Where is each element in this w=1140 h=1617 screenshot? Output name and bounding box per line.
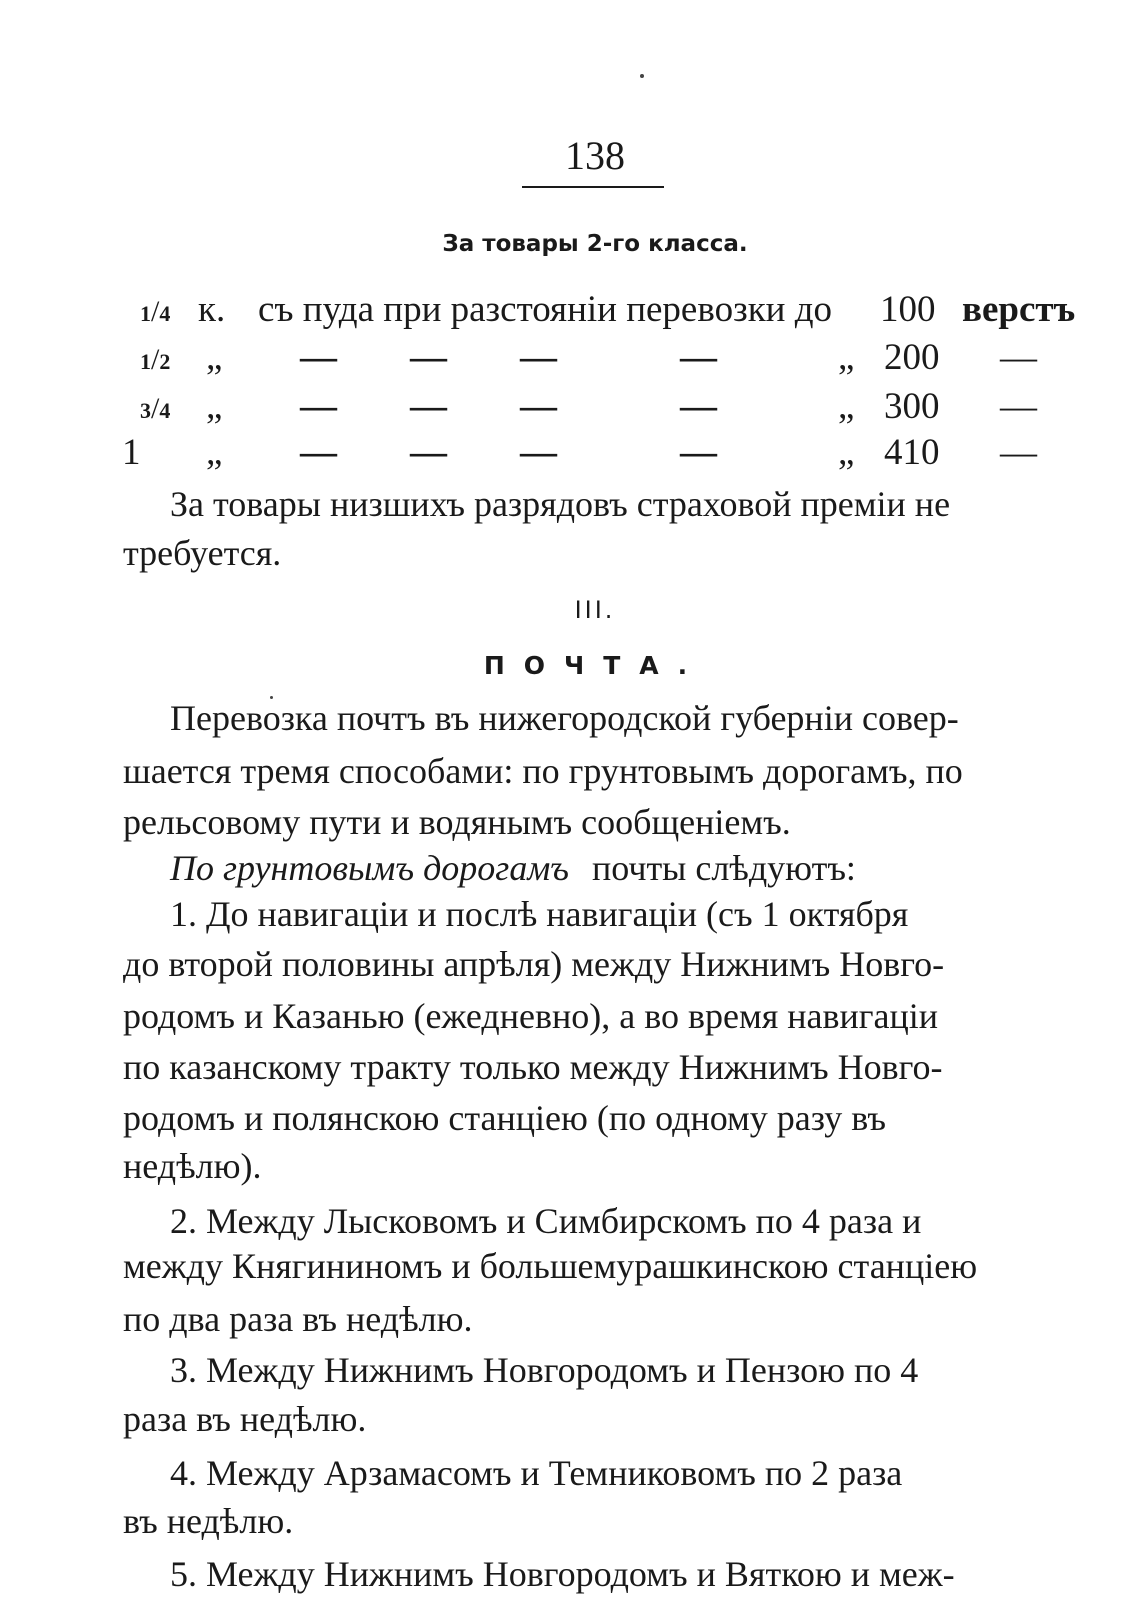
roads-lead-italic: По грунтовымъ дорогамъ (170, 848, 569, 888)
ditto-dash: — (680, 337, 717, 378)
tariff-row (0, 385, 1140, 433)
tariff-unit-end: — (1000, 386, 1037, 427)
fraction-slash: / (151, 392, 160, 425)
route-item-2-line: по два раза въ недѣлю. (123, 1299, 473, 1339)
ditto-quote: „ (838, 432, 855, 473)
ditto-dash: — (300, 432, 337, 473)
note-line-2: требуется. (123, 533, 282, 573)
tariff-unit: „ (206, 386, 223, 427)
rate-numerator: 1 (140, 301, 151, 326)
route-item-1-line: 1. До навигаціи и послѣ навигаціи (съ 1 октября (170, 894, 909, 934)
ditto-dash: — (520, 337, 557, 378)
section-number: III. (574, 596, 616, 624)
ditto-dash: — (680, 432, 717, 473)
tariff-distance: 410 (884, 432, 940, 473)
tariff-unit: к. (198, 289, 226, 330)
ditto-quote: „ (838, 337, 855, 378)
roads-lead (170, 847, 856, 889)
tariff-row (0, 336, 1140, 384)
ditto-dash: — (520, 386, 557, 427)
rate-numerator: 1 (140, 349, 151, 374)
ditto-dash: — (410, 337, 447, 378)
page-number-rule (522, 186, 664, 188)
section-title: ПОЧТА. (483, 651, 707, 680)
route-item-1-line: до второй половины апрѣля) между Нижнимъ Новго- (123, 944, 945, 984)
ditto-dash: — (520, 432, 557, 473)
ditto-dash: — (410, 386, 447, 427)
route-item-3-line: 3. Между Нижнимъ Новгородомъ и Пензою по 4 (170, 1350, 919, 1390)
route-item-1-line: по казанскому тракту только между Нижнимъ Новго- (123, 1047, 943, 1087)
intro-line-3: рельсовому пути и водянымъ сообщеніемъ. (123, 802, 791, 842)
route-item-3-line: раза въ недѣлю. (123, 1399, 367, 1439)
tariff-distance: 200 (884, 337, 940, 378)
intro-line-1: Перевозка почтъ въ нижегородской губерніи совер- (170, 698, 959, 738)
route-item-4-line: 4. Между Арзамасомъ и Темниковомъ по 2 раза (170, 1453, 903, 1493)
tariff-unit: „ (206, 432, 223, 473)
tariff-unit-end: — (1000, 432, 1037, 473)
ditto-dash: — (300, 386, 337, 427)
fraction-slash: / (151, 295, 160, 328)
ditto-dash: — (300, 337, 337, 378)
note-line-1: За товары низшихъ разрядовъ страховой преміи не (170, 484, 951, 524)
ditto-dash: — (680, 386, 717, 427)
tariff-unit-end: — (1000, 337, 1037, 378)
rate-numerator: 3 (140, 398, 151, 423)
ink-speck (640, 74, 644, 78)
route-item-5-line: 5. Между Нижнимъ Новгородомъ и Вяткою и меж- (170, 1554, 955, 1594)
tariff-distance: 100 (880, 289, 936, 330)
tariff-unit: „ (206, 337, 223, 378)
tariff-description: съ пуда при разстояніи перевозки до (258, 289, 833, 330)
tariff-unit-end: верстъ (962, 289, 1076, 330)
route-item-2-line: между Княгининомъ и большемурашкинскою станціею (123, 1246, 978, 1286)
ditto-dash: — (410, 432, 447, 473)
fraction-slash: / (151, 343, 160, 376)
tariff-rate (140, 288, 170, 331)
route-item-2-line: 2. Между Лысковомъ и Симбирскомъ по 4 раза и (170, 1201, 922, 1241)
route-item-1-line: недѣлю). (123, 1146, 262, 1186)
class-heading: За товары 2-го класса. (442, 231, 748, 257)
page-number: 138 (565, 133, 625, 178)
tariff-rate (140, 336, 170, 379)
ditto-quote: „ (838, 386, 855, 427)
roads-lead-rest: почты слѣдуютъ: (592, 848, 856, 888)
route-item-1-line: родомъ и полянскою станціею (по одному разу въ (123, 1098, 886, 1138)
intro-line-2: шается тремя способами: по грунтовымъ дорогамъ, по (123, 751, 963, 791)
tariff-row (0, 288, 1140, 336)
rate-denominator: 4 (159, 301, 171, 326)
rate-denominator: 4 (159, 398, 171, 423)
tariff-rate (140, 385, 170, 428)
tariff-row (0, 431, 1140, 479)
route-item-1-line: родомъ и Казанью (ежедневно), а во время навигаціи (123, 996, 939, 1036)
tariff-distance: 300 (884, 386, 940, 427)
tariff-rate: 1 (122, 432, 141, 473)
route-item-4-line: въ недѣлю. (123, 1501, 294, 1541)
rate-denominator: 2 (159, 349, 171, 374)
